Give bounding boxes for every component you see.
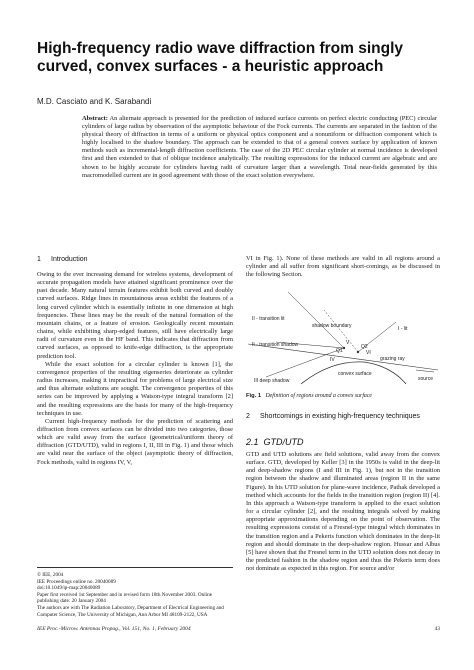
paper-title: High-frequency radio wave diffraction from singly curved, convex surfaces - a heuristic approach — [37, 40, 404, 75]
section-2-number: 2 — [246, 413, 250, 420]
label-shadow-boundary: shadow boundary — [312, 323, 352, 329]
label-q2: Q2 — [361, 344, 368, 350]
left-column-body — [37, 271, 233, 467]
section-1-number: 1 — [37, 256, 41, 263]
q2-point — [357, 351, 359, 353]
label-transition-shadow: II - transition shadow — [252, 342, 299, 348]
label-region-v: V — [346, 340, 350, 346]
q1-point — [343, 347, 345, 349]
label-deep-shadow: III deep shadow — [254, 378, 290, 384]
section-1-title: Introduction — [51, 256, 88, 263]
section-2-title: Shortcomings in existing high-frequency techniques — [260, 413, 420, 420]
page-footer — [37, 626, 440, 632]
footnote-affiliation: The authors are with The Radiation Laboratory, Department of Electrical Engineering and Computer Science, The University of Michigan, Ann Arbor MI 48109-2122, USA — [37, 604, 224, 618]
figure-1-caption-label: Fig. 1 — [246, 393, 262, 399]
label-region-vi: VI — [366, 350, 371, 356]
intro-paragraph-1: Owing to the ever increasing demand for wireless systems, development of accurate propagation models have attained significant prominence over the past decade. Many natural terrain features exhibit both curved and doubly curved surfaces. Ridge lines in mountainous areas exhibit the features of a long curved cylinder which is essentially infinite in one dimension at high frequencies. These lines may be the result of the natural formation of the mountain chains, or a feature of erosion. Geologically recent mountain chains, while exhibiting sharp-edged features, still have electrically large radii of curvature even in the HF band. This indicates that diffraction from curved surfaces, as opposed to knife-edge diffraction, is the appropriate prediction tool. — [37, 271, 233, 360]
right-column-continuation: VI in Fig. 1). None of these methods are valid in all regions around a cylinder and all suffer from significant short-comings, as be discussed in the following Section. — [246, 255, 440, 279]
label-transition-lit: II - transition lit — [252, 316, 285, 322]
subsection-2-1-number: 2.1 — [246, 437, 259, 447]
label-region-iv: IV — [330, 357, 335, 363]
shadow-boundary-line — [324, 310, 358, 352]
abstract — [82, 115, 437, 180]
paper-authors: M.D. Casciato and K. Sarabandi — [37, 97, 152, 106]
footer-journal: IEE Proc.-Microw. Antennas Propag., Vol. 151, No. 1, February 2004 — [37, 626, 191, 632]
footnote-divider — [37, 567, 233, 568]
figure-1-caption — [246, 393, 440, 399]
figure-1-diagram — [246, 282, 440, 390]
page-number: 43 — [434, 626, 440, 632]
section-2-heading — [246, 412, 440, 421]
footnote-received: Paper first received 1st September and in revised form 18th November 2003. Online publishing date: 20 January 2004 — [37, 591, 213, 605]
intro-paragraph-3: Current high-frequency methods for the prediction of scattering and diffraction from convex surfaces can be divided into two categories, those which are valid away from the surface (geometrical/uniform theory of diffraction (GTD/UTD), valid in regions I, II, III in Fig. 1) and those which are valid near the surface of the object (asymptotic theory of diffraction, Fock methods, valid in regions IV, V, — [37, 417, 233, 466]
label-q1: Q1 — [336, 348, 343, 354]
footnotes — [37, 572, 233, 618]
gtd-utd-paragraph: GTD and UTD solutions are field solutions, valid away from the convex surface. GTD, developed by Keller [3] in the 1950s is valid in the deep-lit and deep-shadow regions (I and III in Fig. 1), but not in the transition region between the shadow and illuminated areas (region II in the same Figure). In his UTD solution for plane-wave incidence, Pathak developed a method which accounts for the fields in the transition region (region II) [4]. In this approach a Watson-type transform is applied to the exact solution for a circular cylinder [2], and the resulting integrals solved by making appropriate approximations depending on the point of observation. The resulting expressions consist of a Fresnel-type integral which dominates in the transition region and a Pekeris function which dominates in the deep-lit region and should dominate in the deep-shadow region. Hussar and Albus [5] have shown that the Fresnel term in the UTD solution does not decay in the predicted fashion in the shadow region and thus the Pekeris term does not dominate as expected in this region. For source and/or — [246, 451, 440, 573]
footnote-doi: doi:10.1049/ip-map:20040089 — [37, 585, 101, 592]
abstract-text: An alternate approach is presented for the prediction of induced surface currents on perfect electric conducting (PEC) circular cylinders of large radius by observation of the asymptotic behaviour of the Fock currents. The currents are separated in the fashion of the physical theory of diffraction in terms of a uniform or physical optics component and a nonuniform or diffraction component which is highly localised to the shadow boundary. The approach can be extended to that of a general convex surface by application of known methods such as incremental-length diffraction coefficients. The case of the 2D PEC circular cylinder at normal incidence is developed first and then extended to that of oblique incidence analytically. The resulting expressions for the induced current are algebraic and are shown to be highly accurate for cylinders having radii of curvature larger than a wavelength. Total near-fields generated by this macromodelled current are in good agreement with those of the exact solution everywhere. — [82, 115, 437, 179]
label-convex-surface: convex surface — [338, 371, 372, 377]
label-source: source — [418, 376, 434, 382]
subsection-2-1-heading — [246, 437, 304, 447]
figure-1-caption-text: Definition of regions around a convex surface — [265, 393, 372, 399]
source-arrow — [416, 370, 434, 372]
transition-lit-boundary — [288, 292, 344, 348]
footnote-copyright: © IEE, 2004 — [37, 572, 64, 578]
subsection-2-1-title: GTD/UTD — [263, 437, 304, 447]
label-grazing-ray: grazing ray — [380, 356, 405, 362]
label-lit: I - lit — [398, 326, 408, 332]
abstract-label: Abstract: — [82, 115, 108, 122]
footnote-proceedings: IEE Proceedings online no. 20040089 — [37, 578, 116, 585]
figure-1 — [246, 282, 440, 390]
intro-paragraph-2: While the exact solution for a circular cylinder is known [1], the convergence properties of the resulting eigenseries deteriorate as cylinder radius increases, making it impractical for problems of large electrical size and thus alternate solutions are sought. The convergence properties of this series can be improved by applying a Watson-type integral transform [2] and the resulting expressions are the basis for many of the high-frequency techniques in use. — [37, 360, 233, 417]
section-1-heading — [37, 256, 88, 263]
